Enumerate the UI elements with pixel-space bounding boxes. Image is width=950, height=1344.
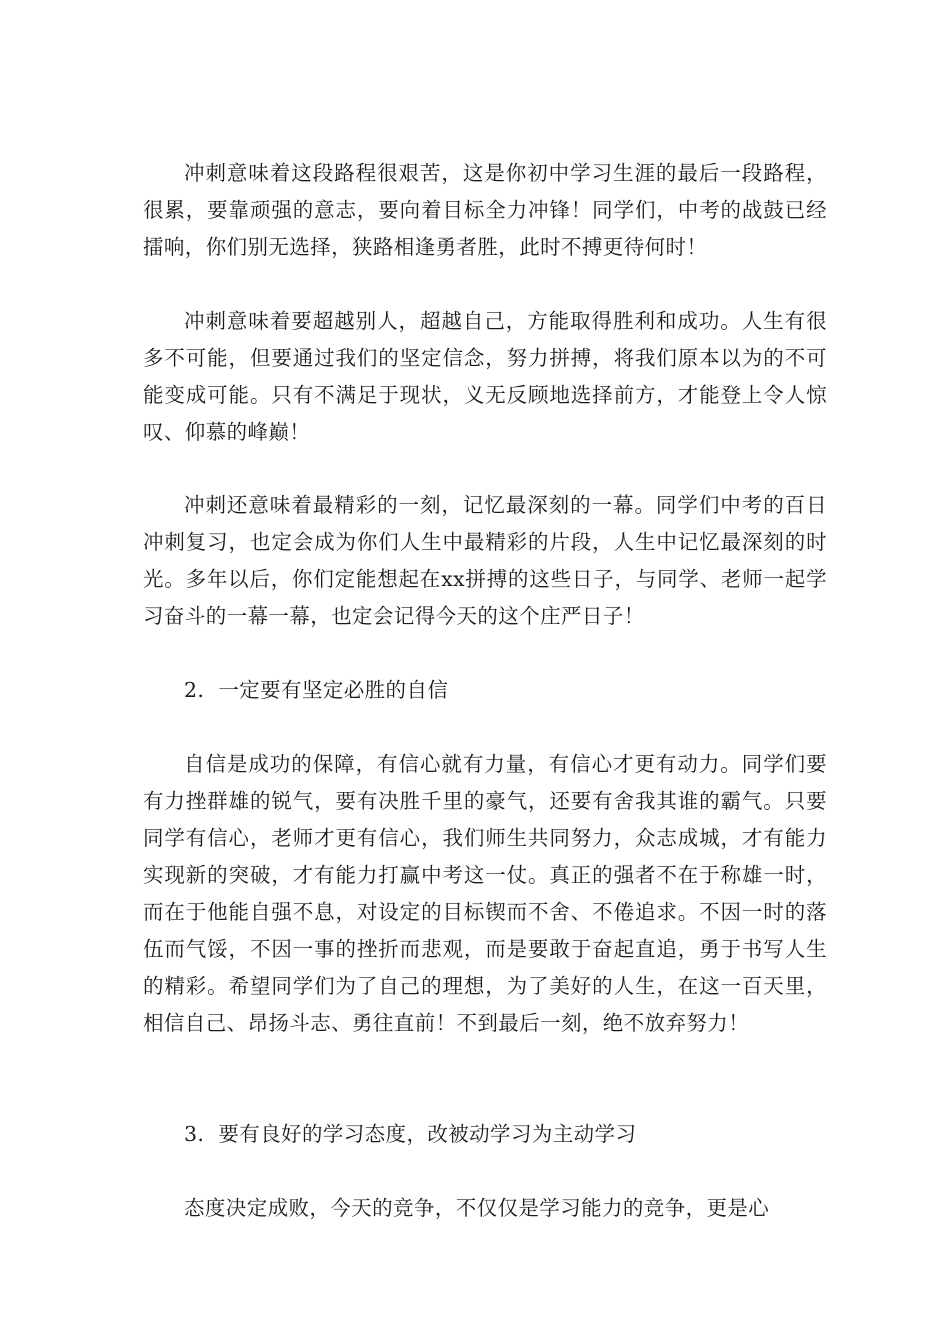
paragraph-surpass-self: 冲刺意味着要超越别人，超越自己，方能取得胜利和成功。人生有很多不可能，但要通过我们的坚定信念，努力拼搏，将我们原本以为的不可能变成可能。只有不满足于现状，义无反顾地选择前方，才能登上令人惊叹、仰慕的峰巅！ (143, 309, 827, 444)
section-heading-confidence: 2．一定要有坚定必胜的自信 (184, 678, 449, 702)
section-heading-attitude: 3．要有良好的学习态度，改被动学习为主动学习 (184, 1122, 637, 1146)
paragraph-memorable-moment: 冲刺还意味着最精彩的一刻，记忆最深刻的一幕。同学们中考的百日冲刺复习，也定会成为你们人生中最精彩的片段，人生中记忆最深刻的时光。多年以后，你们定能想起在xx拼搏的这些日子，与同学、老师一起学习奋斗的一幕一幕，也定会记得今天的这个庄严日子！ (143, 493, 827, 628)
paragraph-attitude: 态度决定成败，今天的竞争，不仅仅是学习能力的竞争，更是心 (184, 1196, 770, 1220)
paragraph-confidence: 自信是成功的保障，有信心就有力量，有信心才更有动力。同学们要有力挫群雄的锐气，要有决胜千里的豪气，还要有舍我其谁的霸气。只要同学有信心，老师才更有信心，我们师生共同努力，众志成城，才有能力实现新的突破，才有能力打赢中考这一仗。真正的强者不在于称雄一时，而在于他能自强不息，对设定的目标锲而不舍、不倦追求。不因一时的落伍而气馁，不因一事的挫折而悲观，而是要敢于奋起直追，勇于书写人生的精彩。希望同学们为了自己的理想，为了美好的人生，在这一百天里，相信自己、昂扬斗志、勇往直前！不到最后一刻，绝不放弃努力！ (143, 752, 827, 1035)
paragraph-sprint-hardship: 冲刺意味着这段路程很艰苦，这是你初中学习生涯的最后一段路程，很累，要靠顽强的意志，要向着目标全力冲锋！同学们，中考的战鼓已经擂响，你们别无选择，狭路相逢勇者胜，此时不搏更待何时！ (143, 161, 827, 259)
